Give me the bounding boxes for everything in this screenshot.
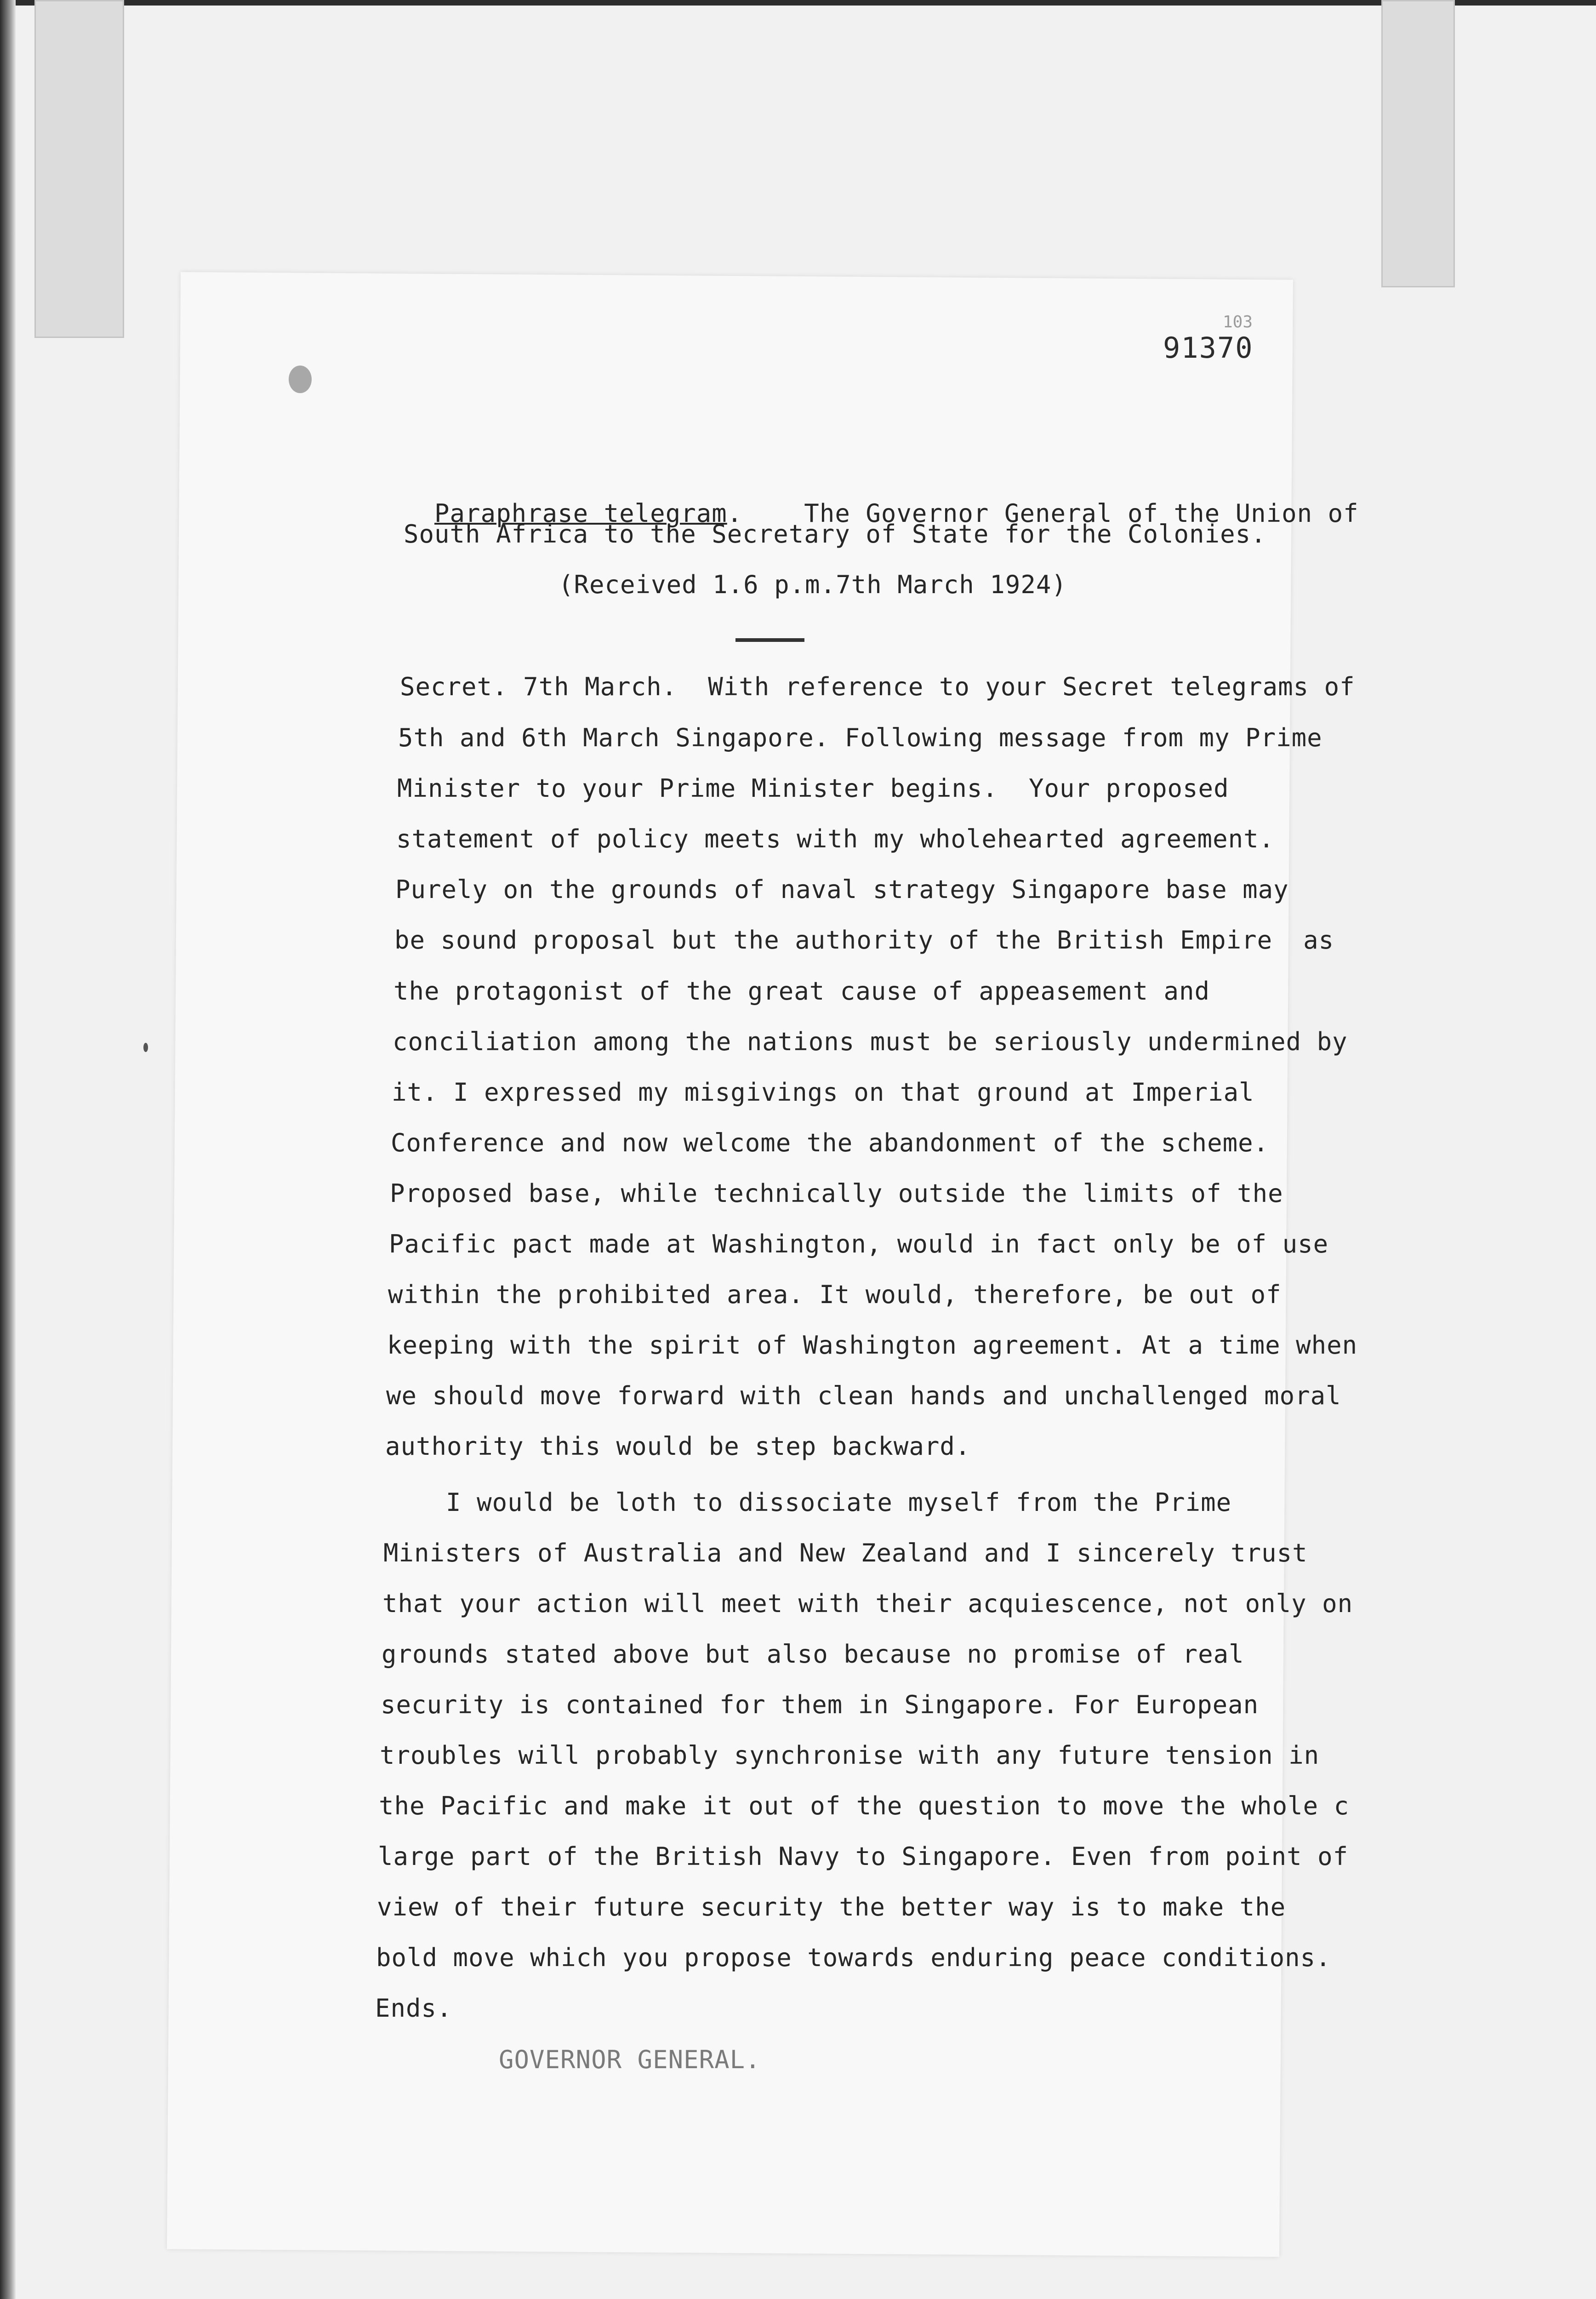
paragraph-1-line: 5th and 6th March Singapore. Following message from my Prime <box>398 723 1322 752</box>
paragraph-1-line: Secret. 7th March. With reference to your Secret telegrams of <box>400 672 1355 701</box>
heading-label: Paraphrase telegram <box>434 499 727 528</box>
paragraph-1-line: authority this would be step backward. <box>385 1432 971 1461</box>
margin-mark <box>143 1043 148 1052</box>
paragraph-2-line: Ends. <box>375 1994 452 2023</box>
paragraph-1-line: it. I expressed my misgivings on that ground at Imperial <box>392 1078 1254 1107</box>
paragraph-1-line: Minister to your Prime Minister begins. Your proposed <box>397 774 1229 803</box>
paragraph-1-line: statement of policy meets with my wholehearted agreement. <box>396 824 1275 853</box>
scan-left-edge <box>0 0 16 2299</box>
signature: GOVERNOR GENERAL. <box>499 2045 761 2074</box>
paragraph-1-line: Purely on the grounds of naval strategy Singapore base may <box>395 875 1289 904</box>
paragraph-2-line: that your action will meet with their acquiescence, not only on <box>382 1589 1353 1618</box>
paragraph-1-line: Proposed base, while technically outside the limits of the <box>390 1179 1283 1208</box>
paper-spot <box>289 366 312 393</box>
paragraph-2-line: troubles will probably synchronise with any future tension in <box>380 1741 1320 1770</box>
paragraph-2-line: bold move which you propose towards enduring peace conditions. <box>376 1943 1331 1972</box>
paragraph-1-line: we should move forward with clean hands and unchallenged moral <box>386 1381 1341 1410</box>
paragraph-2-line: security is contained for them in Singapore. For European <box>381 1690 1259 1719</box>
mounting-tape-top-right <box>1381 0 1455 287</box>
paragraph-2-line: I would be loth to dissociate myself from the Prime <box>384 1488 1232 1517</box>
paragraph-2-line: the Pacific and make it out of the question to move the whole c <box>379 1791 1350 1820</box>
document-number-annotation: 103 <box>1223 313 1253 332</box>
document-number: 91370 <box>1163 331 1254 365</box>
paragraph-1-line: Conference and now welcome the abandonment of the scheme. <box>391 1128 1269 1157</box>
heading-line-1-rest: . The Governor General of the Union of <box>727 499 1359 528</box>
paragraph-2-line: large part of the British Navy to Singapore. Even from point of <box>378 1842 1349 1871</box>
paragraph-1-line: within the prohibited area. It would, therefore, be out of <box>388 1280 1282 1309</box>
paragraph-1-line: keeping with the spirit of Washington agreement. At a time when <box>387 1331 1358 1360</box>
paragraph-1-line: the protagonist of the great cause of appeasement and <box>393 977 1210 1006</box>
scan-top-edge <box>0 0 1596 6</box>
mounting-tape-top-left <box>34 0 124 338</box>
paragraph-1-line: conciliation among the nations must be seriously undermined by <box>393 1027 1348 1056</box>
paragraph-1-line: be sound proposal but the authority of the British Empire as <box>394 926 1334 955</box>
paragraph-2-line: view of their future security the better way is to make the <box>377 1893 1286 1922</box>
paragraph-2-line: Ministers of Australia and New Zealand and I sincerely trust <box>383 1538 1308 1567</box>
paragraph-1-line: Pacific pact made at Washington, would in fact only be of use <box>389 1230 1329 1258</box>
heading-line-2: South Africa to the Secretary of State for the Colonies. <box>404 520 1266 549</box>
heading-divider <box>735 638 804 642</box>
paragraph-2-line: grounds stated above but also because no promise of real <box>382 1640 1244 1669</box>
received-line: (Received 1.6 p.m.7th March 1924) <box>559 570 1067 599</box>
